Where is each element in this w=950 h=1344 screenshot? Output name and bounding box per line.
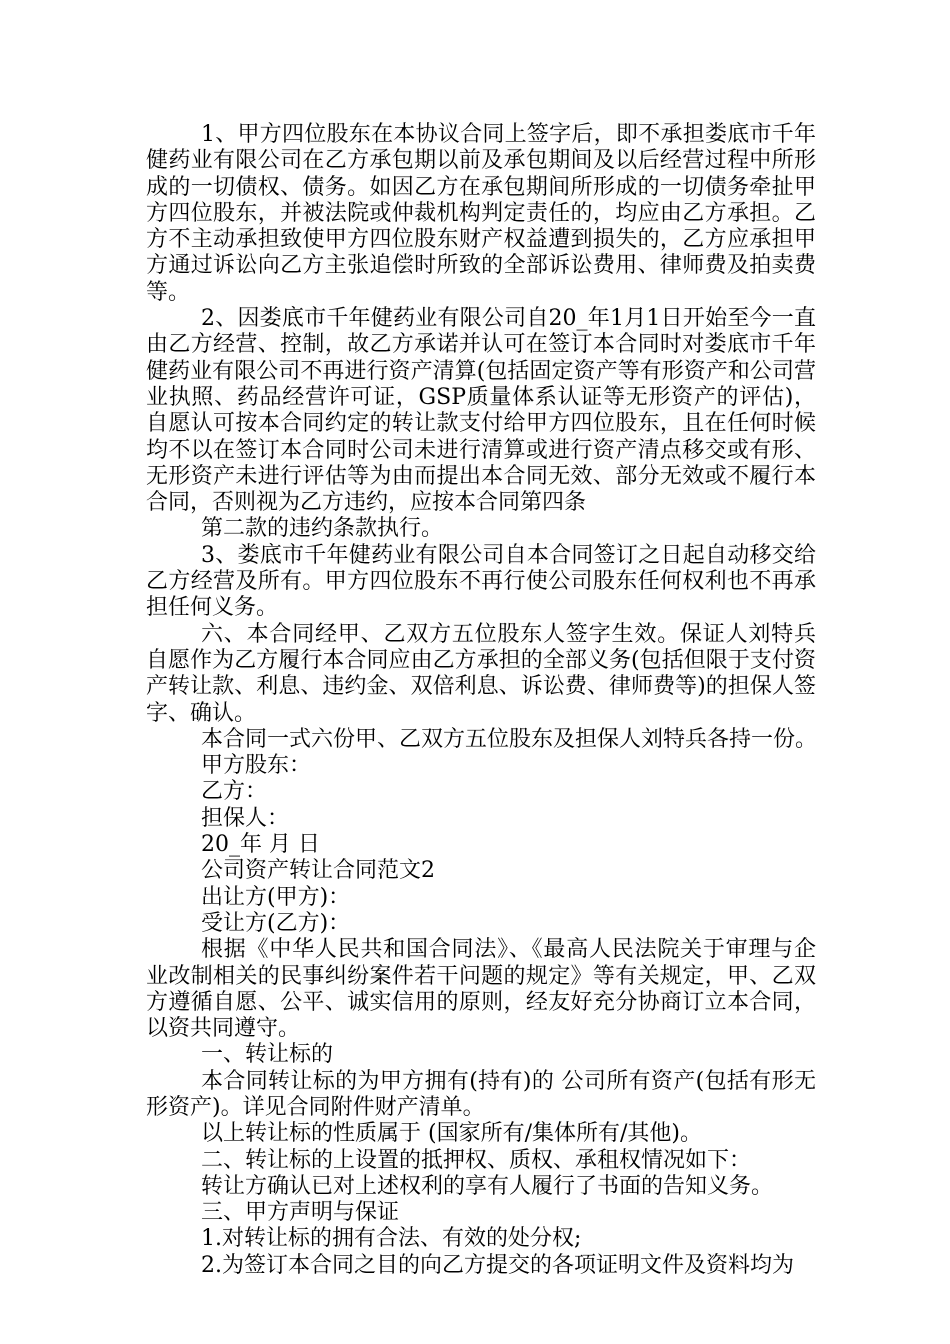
- clause-2-paragraph: 2、因娄底市千年健药业有限公司自20_年1月1日开始至今一直由乙方经营、控制，故乙方承诺并认可在签订本合同时对娄底市千年健药业有限公司不再进行资产清算(包括固定资产等有形资产和公司营业执照、药品经营许可证，GSP质量体系认证等无形资产的评估)，自愿认可按本合同约定的转让款支付给甲方四位股东，且在任何时候均不以在签订本合同时公司未进行清算或进行资产清点移交或有形、无形资产未进行评估等为由而提出本合同无效、部分无效或不履行本合同，否则视为乙方违约，应按本合同第四条: [146, 306, 816, 516]
- warranty-item-2: 2.为签订本合同之目的向乙方提交的各项证明文件及资料均为: [201, 1252, 794, 1278]
- guarantor-signature-line: 担保人：: [201, 805, 290, 831]
- heading-party-a-warranties: 三、甲方声明与保证: [201, 1200, 400, 1226]
- party-a-shareholders-signature-line: 甲方股东：: [201, 753, 312, 779]
- transfer-subject-paragraph: 本合同转让标的为甲方拥有(持有)的 公司所有资产(包括有形无形资产)。详见合同附件财产清单。: [146, 1068, 816, 1120]
- party-b-signature-line: 乙方：: [201, 779, 268, 805]
- clause-1-paragraph: 1、甲方四位股东在本协议合同上签字后，即不承担娄底市千年健药业有限公司在乙方承包期以前及承包期间及以后经营过程中所形成的一切债权、债务。如因乙方在承包期间所形成的一切债务牵扯甲方四位股东，并被法院或仲裁机构判定责任的，均应由乙方承担。乙方不主动承担致使甲方四位股东财产权益遭到损失的，乙方应承担甲方通过诉讼向乙方主张追偿时所致的全部诉讼费用、律师费及拍卖费等。: [146, 122, 816, 305]
- section-title: 公司资产转让合同范文2: [201, 858, 435, 884]
- clause-3-paragraph: 3、娄底市千年健药业有限公司自本合同签订之日起自动移交给乙方经营及所有。甲方四位股东不再行使公司股东任何权利也不再承担任何义务。: [146, 542, 816, 621]
- copies-statement: 本合同一式六份甲、乙双方五位股东及担保人刘特兵各持一份。: [201, 726, 818, 752]
- preamble-paragraph: 根据《中华人民共和国合同法》、《最高人民法院关于审理与企业改制相关的民事纠纷案件若干问题的规定》等有关规定，甲、乙双方遵循自愿、公平、诚实信用的原则，经友好充分协商订立本合同，以资共同遵守。: [146, 937, 816, 1042]
- subject-nature-line: 以上转让标的性质属于 (国家所有/集体所有/其他)。: [201, 1121, 702, 1147]
- heading-encumbrances: 二、转让标的上设置的抵押权、质权、承租权情况如下：: [201, 1147, 752, 1173]
- transferor-line: 出让方(甲方)：: [201, 884, 351, 910]
- clause-2-continuation: 第二款的违约条款执行。: [201, 516, 444, 542]
- notice-confirmation-line: 转让方确认已对上述权利的享有人履行了书面的告知义务。: [201, 1173, 774, 1199]
- transferee-line: 受让方(乙方)：: [201, 910, 351, 936]
- heading-transfer-subject: 一、转让标的: [201, 1042, 334, 1068]
- date-line: 20_年 月 日: [201, 832, 320, 858]
- contract-document: [146, 122, 816, 1279]
- warranty-item-1: 1.对转让标的拥有合法、有效的处分权;: [201, 1226, 582, 1252]
- section-6-paragraph: 六、本合同经甲、乙双方五位股东人签字生效。保证人刘特兵自愿作为乙方履行本合同应由乙方承担的全部义务(包括但限于支付资产转让款、利息、违约金、双倍利息、诉讼费、律师费等)的担保人签字、确认。: [146, 621, 816, 726]
